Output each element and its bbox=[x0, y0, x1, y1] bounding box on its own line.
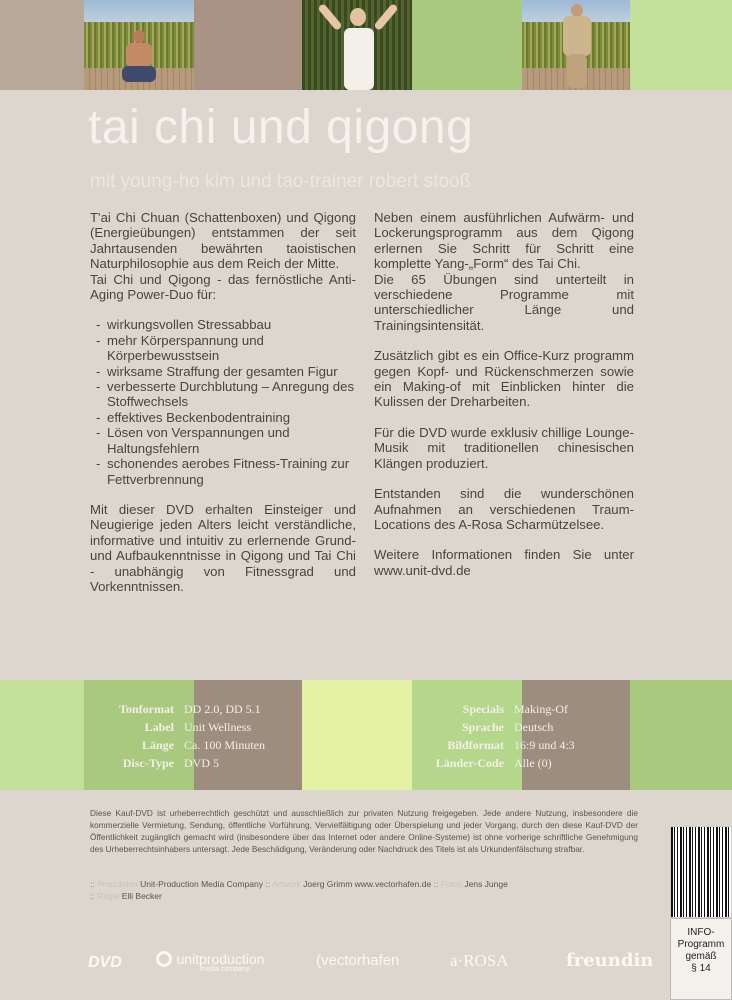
spec-key: Bildformat bbox=[447, 738, 504, 752]
right-column bbox=[374, 210, 634, 578]
list-item: - mehr Körperspannung und Körperbewusstsein bbox=[90, 333, 356, 364]
spec-value: Ca. 100 Minuten bbox=[184, 738, 265, 752]
unitproduction-circle-icon bbox=[156, 951, 172, 967]
credit-value: Unit-Production Media Company bbox=[140, 879, 263, 889]
spec-value: Unit Wellness bbox=[184, 720, 252, 734]
color-block bbox=[0, 0, 84, 90]
list-item: - schonendes aerobes Fitness-Training zur Fettverbrennung bbox=[90, 456, 356, 487]
dvd-logo: DVD bbox=[88, 954, 122, 971]
barcode bbox=[670, 826, 732, 918]
spec-key: Länder-Code bbox=[435, 756, 504, 770]
credits: :: Produktion Unit-Production Media Company :: Artwork Joerg Grimm www.vectorhafen.de :: Fotos Jens Junge :: Regie Elli Becker bbox=[90, 879, 508, 901]
spec-value: DVD 5 bbox=[184, 756, 219, 770]
paragraph: Zusätzlich gibt es ein Office-Kurz programm gegen Kopf- und Rückenschmerzen sowie ein Making-of mit Einblicken hinter die Kulissen der Dreharbeiten. bbox=[374, 348, 634, 410]
legal-notice: Diese Kauf-DVD ist urheberrechtlich geschützt und ausschließlich zur privaten Nutzung freigegeben. Jede andere Nutzung, insbesondere die kommerzielle Vermietung, Sendung, öffentliche Vorführung, Vervielfältigung oder Überspielung und jeder Vorgang, durch den diese Kauf-DVD der Öffentlichkeit zugänglich gemacht wird (insbesondere über das Internet oder andere Online-Systeme) ist ohne vorherige schriftliche Genehmigung des Urheberrechtsinhabers untersagt. Jede Beschädigung, Veränderung oder Nachdruck des Titels ist als Urkundenfälschung strafbar. bbox=[90, 808, 638, 854]
unitproduction-logo: unitproduction media company bbox=[156, 950, 264, 968]
list-item: - effektives Beckenbodentraining bbox=[90, 410, 356, 425]
vectorhafen-logo: (vectorhafen bbox=[316, 952, 400, 969]
credit-value: Jens Junge bbox=[464, 879, 508, 889]
spec-key: Sprache bbox=[462, 720, 504, 734]
spec-value: Deutsch bbox=[514, 720, 554, 734]
specs-table-right bbox=[402, 700, 575, 772]
credit-label: Artwork bbox=[271, 879, 301, 889]
credit-label: Fotos bbox=[440, 879, 462, 889]
color-block bbox=[630, 0, 732, 90]
subtitle: mit young-ho kim und tao-trainer robert stooß bbox=[90, 171, 472, 192]
benefits-list bbox=[90, 317, 356, 486]
paragraph: Neben einem ausführlichen Aufwärm- und Lockerungsprogramm aus dem Qigong erlernen Sie Schritt für Schritt eine komplette Yang-„Form“ des Tai Chi. bbox=[374, 210, 634, 272]
credit-value: Joerg Grimm www.vectorhafen.de bbox=[303, 879, 432, 889]
list-item: - verbesserte Durchblutung – Anregung des Stoffwechsels bbox=[90, 379, 356, 410]
list-item: - Lösen von Verspannungen und Haltungsfehlern bbox=[90, 425, 356, 456]
logo-row bbox=[88, 948, 654, 980]
credit-label: Produktion bbox=[97, 879, 138, 889]
duo-paragraph: Tai Chi und Qigong - das fernöstliche Anti-Aging Power-Duo für: bbox=[90, 271, 356, 303]
spec-key: Label bbox=[144, 720, 174, 734]
fsk-info-label: INFO- Programm gemäß § 14 bbox=[670, 918, 732, 1000]
paragraph: Entstanden sind die wunderschönen Aufnahmen an verschiedenen Traum-Locations des A-Rosa Scharmützelsee. bbox=[374, 486, 634, 532]
color-block bbox=[194, 0, 302, 90]
website-paragraph: Weitere Informationen finden Sie unter www.unit-dvd.de bbox=[374, 547, 634, 578]
specs-table-left bbox=[72, 700, 265, 772]
photo-woman-arms-raised bbox=[302, 0, 412, 90]
photo-kneeling-man bbox=[84, 0, 194, 90]
left-column bbox=[90, 210, 356, 594]
photo-man-standing bbox=[522, 0, 630, 90]
list-item: - wirkungsvollen Stressabbau bbox=[90, 317, 356, 332]
paragraph: Für die DVD wurde exklusiv chillige Lounge-Musik mit traditionellen chinesischen Klängen produziert. bbox=[374, 424, 634, 471]
top-photo-strip bbox=[0, 0, 732, 90]
list-item: - wirksame Straffung der gesamten Figur bbox=[90, 364, 356, 379]
credit-label: Regie bbox=[97, 891, 120, 901]
spec-value: Making-Of bbox=[514, 702, 568, 716]
page-title: tai chi und qigong bbox=[88, 101, 474, 154]
spec-key: Tonformat bbox=[119, 702, 174, 716]
color-block bbox=[412, 0, 522, 90]
closing-paragraph: Mit dieser DVD erhalten Einsteiger und Neugierige jeden Alters leicht verständliche, informative und intuitiv zu erlernende Grund- und Aufbaukenntnisse in Qigong und Tai Chi - unabhängig von Fitnessgrad und Vorkenntnissen. bbox=[90, 501, 356, 594]
spec-value: Alle (0) bbox=[514, 756, 552, 770]
spec-key: Disc-Type bbox=[122, 756, 174, 770]
spec-value: 16:9 und 4:3 bbox=[514, 738, 575, 752]
spec-key: Specials bbox=[462, 702, 504, 716]
credit-value: Elli Becker bbox=[121, 891, 162, 901]
arosa-logo: a·ROSA bbox=[450, 951, 509, 970]
paragraph: Die 65 Übungen sind unterteilt in verschiedene Programme mit unterschiedlicher Länge und Trainingsintensität. bbox=[374, 271, 634, 333]
freundin-logo: freundin bbox=[566, 950, 654, 971]
spec-key: Länge bbox=[141, 738, 174, 752]
spec-value: DD 2.0, DD 5.1 bbox=[184, 702, 261, 716]
intro-paragraph: T'ai Chi Chuan (Schattenboxen) und Qigong (Energieübungen) entstammen der seit Jahrtausenden bewährten taoistischen Naturphilosophie aus dem Reich der Mitte. bbox=[90, 210, 356, 272]
